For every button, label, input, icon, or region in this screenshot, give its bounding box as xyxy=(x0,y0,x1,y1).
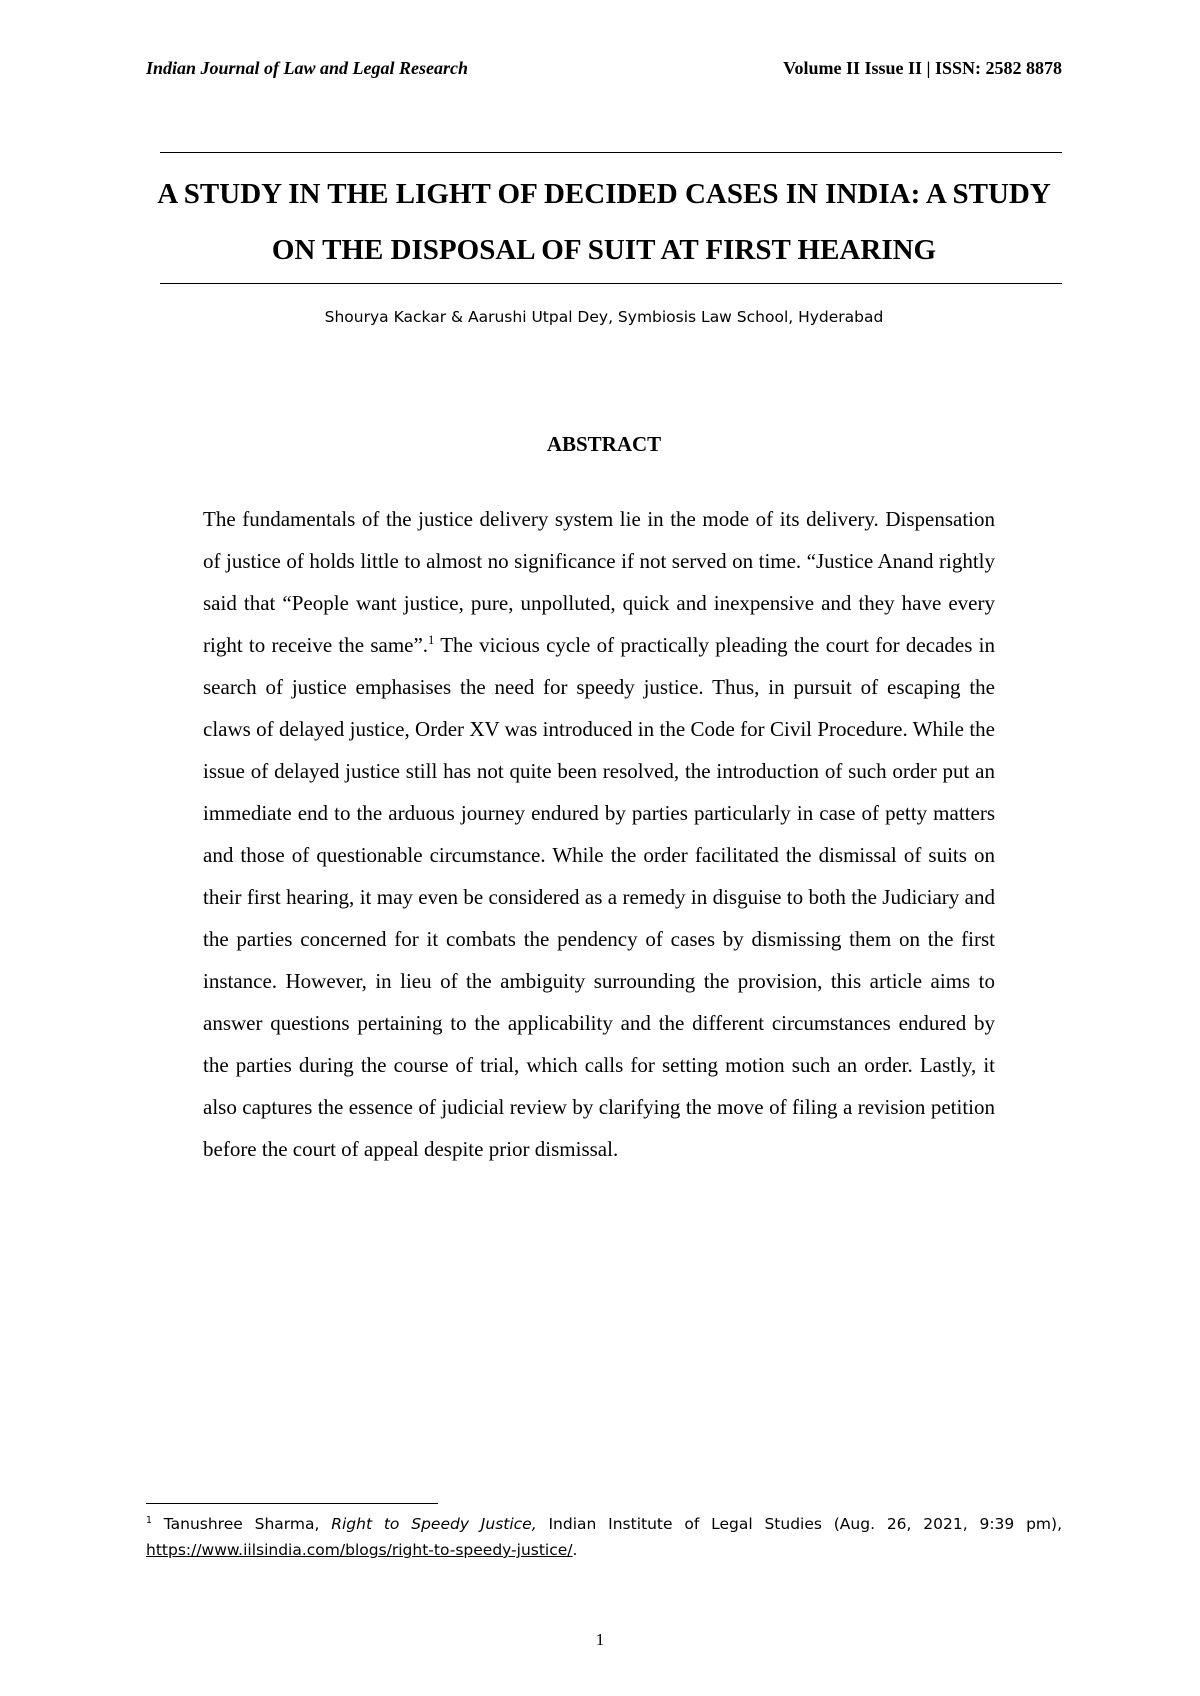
abstract-heading: ABSTRACT xyxy=(546,432,662,456)
volume-issn: Volume II Issue II | ISSN: 2582 8878 xyxy=(783,58,1062,78)
footnote-author: Tanushree Sharma, xyxy=(151,1515,332,1533)
journal-name: Indian Journal of Law and Legal Research xyxy=(146,58,469,78)
title-rule-bottom xyxy=(160,283,1062,284)
title-rule-top xyxy=(160,152,1062,153)
author-line: Shourya Kackar & Aarushi Utpal Dey, Symbiosis Law School, Hyderabad xyxy=(324,308,884,326)
footnote-work-title: Right to Speedy Justice, xyxy=(331,1515,537,1533)
abstract-text-part-2: The vicious cycle of practically pleading the court for decades in search of justice emphasises the need for speedy justice. Thus, in pursuit of escaping the claws of delayed justice, Order XV was introduced in the Code for Civil Procedure. While the issue of delayed justice still has not quite been resolved, the introduction of such order put an immediate end to the arduous journey endured by parties particularly in case of petty matters and those of questionable circumstance. While the order facilitated the dismissal of suits on their first hearing, it may even be considered as a remedy in disguise to both the Judiciary and the parties concerned for it combats the pendency of cases by dismissing them on the first instance. However, in lieu of the ambiguity surrounding the provision, this article aims to answer questions pertaining to the applicability and the different circumstances endured by the parties during the course of trial, which calls for setting motion such an order. Lastly, it also captures the essence of judicial review by clarifying the move of filing a revision petition before the court of appeal despite prior dismissal. xyxy=(203,633,995,1161)
footnote-number: 1 xyxy=(146,1514,152,1526)
footnote-separator xyxy=(146,1503,438,1504)
page-number: 1 xyxy=(595,1630,605,1649)
abstract-text-part-1: The fundamentals of the justice delivery system lie in the mode of its delivery. Dispensation of justice of holds little to almost no significance if not served on time. “Justice Anand rightly said that “People want justice, pure, unpolluted, quick and inexpensive and they have every right to receive the same”. xyxy=(203,507,995,657)
abstract-text xyxy=(203,498,995,1170)
footnote-tail: . xyxy=(572,1541,578,1559)
running-header xyxy=(146,58,1062,82)
footnote xyxy=(146,1511,1062,1563)
article-title: A STUDY IN THE LIGHT OF DECIDED CASES IN INDIA: A STUDY ON THE DISPOSAL OF SUIT AT FIRST HEARING xyxy=(157,178,1051,266)
footnote-reference[interactable]: 1 xyxy=(428,633,435,647)
footnote-details: Indian Institute of Legal Studies (Aug. 26, 2021, 9:39 pm), xyxy=(536,1515,1063,1533)
footnote-link[interactable]: https://www.iilsindia.com/blogs/right-to-speedy-justice/ xyxy=(146,1541,573,1559)
